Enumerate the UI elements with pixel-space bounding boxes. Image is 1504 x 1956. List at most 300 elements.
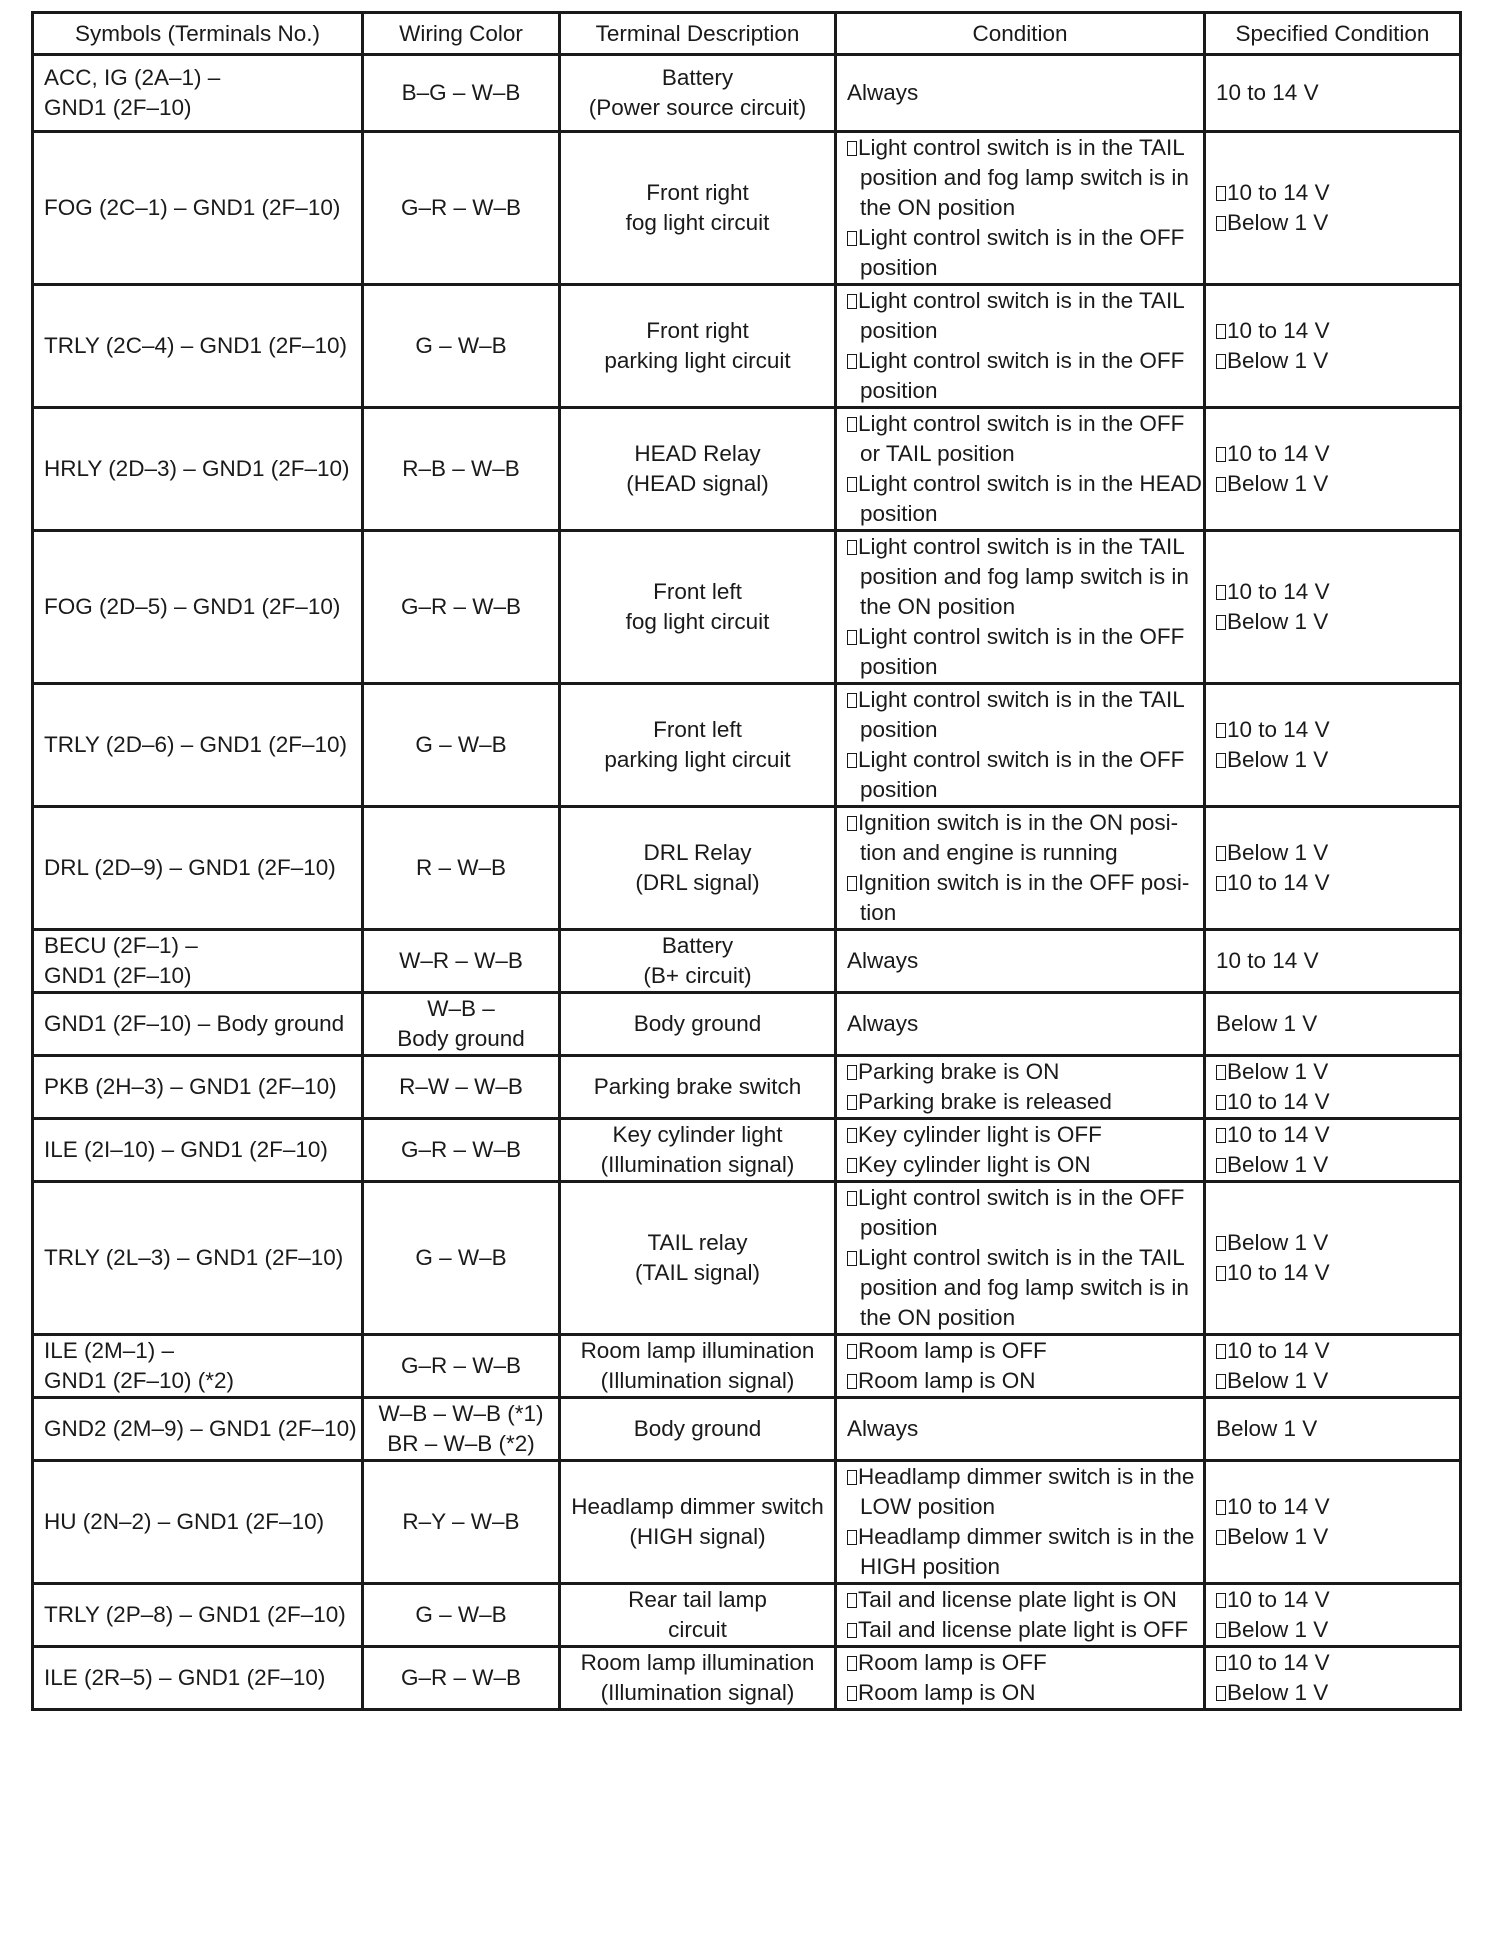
terminal-description-cell [560, 408, 836, 531]
condition-text: Headlamp dimmer switch is in the [858, 1464, 1195, 1489]
wiring-line: W–R – W–B [399, 948, 523, 973]
description-line: (Illumination signal) [600, 1152, 795, 1177]
symbol-cell [33, 807, 363, 930]
specified-item [1216, 208, 1449, 238]
specified-text: Below 1 V [1227, 210, 1329, 235]
description-line: Front left [653, 579, 742, 604]
wiring-color-cell [363, 1647, 560, 1710]
description-line: DRL Relay [643, 840, 752, 865]
checkbox-glyph [1216, 1374, 1226, 1389]
terminal-description-cell [560, 1182, 836, 1335]
condition-text: Key cylinder light is OFF [858, 1122, 1102, 1147]
condition-item [847, 223, 1193, 283]
symbol-cell [33, 285, 363, 408]
checkbox-glyph [847, 630, 857, 645]
specified-condition-cell [1205, 408, 1461, 531]
checkbox-glyph [1216, 1593, 1226, 1608]
checkbox-glyph [1216, 447, 1226, 462]
header-symbols: Symbols (Terminals No.) [33, 13, 363, 55]
symbol-cell [33, 408, 363, 531]
checkbox-glyph [847, 876, 857, 891]
checkbox-glyph [847, 477, 857, 492]
specified-item [1216, 838, 1449, 868]
condition-item [847, 346, 1193, 406]
condition-text: Room lamp is OFF [858, 1338, 1047, 1363]
terminal-description-cell [560, 1119, 836, 1182]
table-row [33, 285, 1461, 408]
header-condition: Condition [836, 13, 1205, 55]
specified-text: Below 1 V [1227, 471, 1329, 496]
symbol-cell [33, 1182, 363, 1335]
specified-text: Below 1 V [1227, 1059, 1329, 1084]
checkbox-glyph [1216, 324, 1226, 339]
description-line: Battery [661, 65, 734, 90]
symbol-line: GND2 (2M–9) – GND1 (2F–10) [44, 1416, 357, 1441]
specified-item [1216, 78, 1449, 108]
specified-item [1216, 577, 1449, 607]
table-body [33, 55, 1461, 1710]
condition-cell [836, 531, 1205, 684]
description-line: (TAIL signal) [634, 1260, 761, 1285]
condition-cell [836, 408, 1205, 531]
wiring-line: G – W–B [415, 333, 507, 358]
header-terminal-description: Terminal Description [560, 13, 836, 55]
table-row [33, 55, 1461, 132]
condition-text: Light control switch is in the OFF [858, 747, 1185, 772]
checkbox-glyph [847, 231, 857, 246]
symbol-cell [33, 1461, 363, 1584]
checkbox-glyph [1216, 723, 1226, 738]
description-line: Battery [661, 933, 734, 958]
specified-text: 10 to 14 V [1227, 318, 1330, 343]
specified-condition-cell [1205, 531, 1461, 684]
specified-item [1216, 1087, 1449, 1117]
specified-item [1216, 946, 1449, 976]
condition-cell [836, 132, 1205, 285]
condition-text: Always [847, 1416, 919, 1441]
wiring-line: R–B – W–B [402, 456, 520, 481]
wiring-color-cell [363, 1584, 560, 1647]
condition-text: position [860, 501, 938, 526]
wiring-line: G–R – W–B [400, 1665, 522, 1690]
wiring-line: R–Y – W–B [402, 1509, 520, 1534]
condition-item [847, 1336, 1193, 1366]
specified-item [1216, 1414, 1449, 1444]
checkbox-glyph [1216, 846, 1226, 861]
checkbox-glyph [1216, 477, 1226, 492]
wiring-line: B–G – W–B [401, 80, 521, 105]
condition-text: position [860, 318, 938, 343]
checkbox-glyph [847, 1095, 857, 1110]
description-line: Room lamp illumination [580, 1650, 815, 1675]
condition-item [847, 1120, 1193, 1150]
condition-cell [836, 684, 1205, 807]
condition-item [847, 1366, 1193, 1396]
checkbox-glyph [847, 1656, 857, 1671]
terminal-description-cell [560, 993, 836, 1056]
condition-item [847, 1462, 1193, 1522]
condition-text: Light control switch is in the TAIL [858, 534, 1185, 559]
condition-text: Always [847, 1011, 919, 1036]
specified-text: Below 1 V [1227, 1680, 1329, 1705]
wiring-color-cell [363, 1119, 560, 1182]
checkbox-glyph [847, 1593, 857, 1608]
condition-text: position and fog lamp switch is in [860, 165, 1189, 190]
description-line: Room lamp illumination [580, 1338, 815, 1363]
condition-cell [836, 807, 1205, 930]
table-row [33, 1647, 1461, 1710]
specified-item [1216, 1585, 1449, 1615]
specified-item [1216, 316, 1449, 346]
wiring-color-cell [363, 132, 560, 285]
condition-text: Ignition switch is in the OFF posi- [858, 870, 1190, 895]
condition-text: Light control switch is in the TAIL [858, 288, 1185, 313]
condition-text: Key cylinder light is ON [858, 1152, 1091, 1177]
symbol-line: ILE (2I–10) – GND1 (2F–10) [44, 1137, 328, 1162]
specified-item [1216, 346, 1449, 376]
condition-text: Light control switch is in the OFF [858, 1185, 1185, 1210]
symbol-cell [33, 1119, 363, 1182]
checkbox-glyph [1216, 1236, 1226, 1251]
symbol-line: PKB (2H–3) – GND1 (2F–10) [44, 1074, 337, 1099]
specified-text: Below 1 V [1216, 1416, 1318, 1441]
wiring-color-cell [363, 531, 560, 684]
condition-text: Light control switch is in the TAIL [858, 1245, 1185, 1270]
checkbox-glyph [847, 1530, 857, 1545]
checkbox-glyph [847, 141, 857, 156]
description-line: (HEAD signal) [626, 471, 769, 496]
table-row [33, 684, 1461, 807]
checkbox-glyph [1216, 1266, 1226, 1281]
condition-cell [836, 1056, 1205, 1119]
symbol-cell [33, 1335, 363, 1398]
checkbox-glyph [1216, 585, 1226, 600]
wiring-color-cell [363, 1056, 560, 1119]
condition-text: the ON position [860, 594, 1016, 619]
condition-text: position [860, 654, 938, 679]
condition-item [847, 1678, 1193, 1708]
specified-condition-cell [1205, 930, 1461, 993]
checkbox-glyph [1216, 1530, 1226, 1545]
checkbox-glyph [847, 693, 857, 708]
condition-text: Light control switch is in the TAIL [858, 135, 1185, 160]
terminal-description-cell [560, 930, 836, 993]
symbol-line: BECU (2F–1) – [44, 933, 198, 958]
condition-text: Room lamp is ON [858, 1680, 1036, 1705]
checkbox-glyph [847, 753, 857, 768]
symbol-cell [33, 993, 363, 1056]
condition-item [847, 1585, 1193, 1615]
condition-item [847, 1183, 1193, 1243]
table-row [33, 1584, 1461, 1647]
condition-item [847, 685, 1193, 745]
condition-text: Always [847, 948, 919, 973]
wiring-line: G–R – W–B [400, 195, 522, 220]
checkbox-glyph [1216, 876, 1226, 891]
wiring-color-cell [363, 993, 560, 1056]
specified-text: 10 to 14 V [1227, 180, 1330, 205]
condition-item [847, 868, 1193, 928]
specified-item [1216, 1009, 1449, 1039]
condition-text: position [860, 717, 938, 742]
wiring-line: W–B – [427, 996, 495, 1021]
condition-item [847, 532, 1193, 622]
condition-cell [836, 1647, 1205, 1710]
terminal-description-cell [560, 1335, 836, 1398]
condition-text: position [860, 378, 938, 403]
checkbox-glyph [1216, 1344, 1226, 1359]
condition-text: Ignition switch is in the ON posi- [858, 810, 1179, 835]
symbol-line: GND1 (2F–10) [44, 95, 192, 120]
specified-item [1216, 1228, 1449, 1258]
checkbox-glyph [847, 1191, 857, 1206]
terminal-description-cell [560, 531, 836, 684]
condition-text: tion and engine is running [860, 840, 1118, 865]
condition-item [847, 409, 1193, 469]
checkbox-glyph [847, 1251, 857, 1266]
condition-item [847, 1087, 1193, 1117]
condition-text: Light control switch is in the OFF [858, 624, 1185, 649]
description-line: Front left [653, 717, 742, 742]
specified-text: Below 1 V [1227, 1368, 1329, 1393]
specified-condition-cell [1205, 1461, 1461, 1584]
specified-text: Below 1 V [1227, 747, 1329, 772]
wiring-color-cell [363, 1398, 560, 1461]
terminal-description-cell [560, 1398, 836, 1461]
description-line: Rear tail lamp [628, 1587, 767, 1612]
specified-item [1216, 745, 1449, 775]
condition-cell [836, 1584, 1205, 1647]
condition-item [847, 946, 1193, 976]
description-line: Front right [646, 318, 749, 343]
description-line: Headlamp dimmer switch [571, 1494, 824, 1519]
checkbox-glyph [1216, 1656, 1226, 1671]
condition-text: position and fog lamp switch is in [860, 564, 1189, 589]
description-line: (HIGH signal) [629, 1524, 766, 1549]
checkbox-glyph [1216, 1065, 1226, 1080]
description-line: TAIL relay [647, 1230, 748, 1255]
condition-cell [836, 1182, 1205, 1335]
description-line: Key cylinder light [612, 1122, 783, 1147]
condition-item [847, 808, 1193, 868]
condition-item [847, 1615, 1193, 1645]
wiring-color-cell [363, 1182, 560, 1335]
wiring-line: G–R – W–B [400, 594, 522, 619]
description-line: (Power source circuit) [588, 95, 807, 120]
table-row [33, 807, 1461, 930]
specified-condition-cell [1205, 1584, 1461, 1647]
header-wiring-color: Wiring Color [363, 13, 560, 55]
terminal-description-cell [560, 55, 836, 132]
specified-condition-cell [1205, 1056, 1461, 1119]
symbol-cell [33, 1056, 363, 1119]
condition-text: position and fog lamp switch is in [860, 1275, 1189, 1300]
specified-item [1216, 1678, 1449, 1708]
wiring-color-cell [363, 930, 560, 993]
checkbox-glyph [847, 1470, 857, 1485]
checkbox-glyph [1216, 1158, 1226, 1173]
specified-item [1216, 1366, 1449, 1396]
terminal-description-cell [560, 132, 836, 285]
description-line: parking light circuit [604, 747, 791, 772]
condition-cell [836, 993, 1205, 1056]
condition-text: position [860, 255, 938, 280]
specified-item [1216, 469, 1449, 499]
specified-text: 10 to 14 V [1227, 717, 1330, 742]
checkbox-glyph [1216, 615, 1226, 630]
condition-text: Headlamp dimmer switch is in the [858, 1524, 1195, 1549]
specified-condition-cell [1205, 807, 1461, 930]
condition-text: Room lamp is ON [858, 1368, 1036, 1393]
table-row [33, 993, 1461, 1056]
condition-text: tion [860, 900, 897, 925]
condition-text: Always [847, 80, 919, 105]
symbol-line: FOG (2C–1) – GND1 (2F–10) [44, 195, 341, 220]
specified-text: 10 to 14 V [1227, 1260, 1330, 1285]
specified-text: 10 to 14 V [1216, 80, 1319, 105]
condition-text: Light control switch is in the HEAD [858, 471, 1202, 496]
condition-cell [836, 1335, 1205, 1398]
condition-item [847, 1414, 1193, 1444]
description-line: fog light circuit [625, 609, 770, 634]
checkbox-glyph [1216, 354, 1226, 369]
wiring-color-cell [363, 408, 560, 531]
condition-text: Light control switch is in the OFF [858, 411, 1185, 436]
wiring-line: G – W–B [415, 1602, 507, 1627]
condition-item [847, 622, 1193, 682]
condition-item [847, 1243, 1193, 1333]
condition-text: Light control switch is in the OFF [858, 348, 1185, 373]
condition-text: Room lamp is OFF [858, 1650, 1047, 1675]
specified-text: 10 to 14 V [1227, 1338, 1330, 1363]
condition-text: Light control switch is in the OFF [858, 225, 1185, 250]
checkbox-glyph [847, 1128, 857, 1143]
condition-cell [836, 1398, 1205, 1461]
symbol-cell [33, 1584, 363, 1647]
specified-text: Below 1 V [1227, 1524, 1329, 1549]
table-row [33, 1119, 1461, 1182]
specified-condition-cell [1205, 285, 1461, 408]
description-line: circuit [668, 1617, 727, 1642]
symbol-line: TRLY (2L–3) – GND1 (2F–10) [44, 1245, 344, 1270]
symbol-line: ACC, IG (2A–1) – [44, 65, 221, 90]
symbol-line: GND1 (2F–10) (*2) [44, 1368, 235, 1393]
checkbox-glyph [1216, 186, 1226, 201]
symbol-cell [33, 1398, 363, 1461]
checkbox-glyph [1216, 1500, 1226, 1515]
symbol-cell [33, 684, 363, 807]
description-line: Parking brake switch [593, 1074, 802, 1099]
condition-text: LOW position [860, 1494, 996, 1519]
table-row [33, 408, 1461, 531]
wiring-color-cell [363, 1335, 560, 1398]
condition-item [847, 133, 1193, 223]
specified-item [1216, 1057, 1449, 1087]
condition-item [847, 1150, 1193, 1180]
specified-text: 10 to 14 V [1227, 1122, 1330, 1147]
checkbox-glyph [1216, 1623, 1226, 1638]
specified-condition-cell [1205, 993, 1461, 1056]
header-specified-condition: Specified Condition [1205, 13, 1461, 55]
condition-text: Parking brake is released [858, 1089, 1112, 1114]
condition-item [847, 469, 1202, 529]
terminal-spec-table [31, 11, 1462, 1711]
symbol-line: TRLY (2D–6) – GND1 (2F–10) [44, 732, 348, 757]
symbol-line: ILE (2R–5) – GND1 (2F–10) [44, 1665, 326, 1690]
wiring-line: BR – W–B (*2) [387, 1431, 535, 1456]
condition-item [847, 1648, 1193, 1678]
checkbox-glyph [847, 1623, 857, 1638]
table-row [33, 1182, 1461, 1335]
symbol-line: HU (2N–2) – GND1 (2F–10) [44, 1509, 325, 1534]
checkbox-glyph [847, 540, 857, 555]
table-row [33, 1335, 1461, 1398]
specified-item [1216, 1258, 1449, 1288]
symbol-line: HRLY (2D–3) – GND1 (2F–10) [44, 456, 350, 481]
symbol-line: FOG (2D–5) – GND1 (2F–10) [44, 594, 341, 619]
table-row [33, 1398, 1461, 1461]
wiring-color-cell [363, 807, 560, 930]
wiring-line: R–W – W–B [399, 1074, 523, 1099]
condition-item [847, 1057, 1193, 1087]
specified-text: 10 to 14 V [1227, 579, 1330, 604]
condition-cell [836, 1119, 1205, 1182]
checkbox-glyph [847, 1158, 857, 1173]
description-line: Body ground [633, 1416, 762, 1441]
symbol-line: DRL (2D–9) – GND1 (2F–10) [44, 855, 336, 880]
checkbox-glyph [1216, 216, 1226, 231]
condition-cell [836, 930, 1205, 993]
symbol-cell [33, 1647, 363, 1710]
wiring-line: G – W–B [415, 732, 507, 757]
condition-text: Parking brake is ON [858, 1059, 1060, 1084]
specified-condition-cell [1205, 684, 1461, 807]
specified-item [1216, 1120, 1449, 1150]
checkbox-glyph [847, 417, 857, 432]
specified-item [1216, 715, 1449, 745]
specified-condition-cell [1205, 1335, 1461, 1398]
wiring-line: Body ground [397, 1026, 525, 1051]
specified-text: 10 to 14 V [1227, 1089, 1330, 1114]
specified-text: Below 1 V [1227, 1617, 1329, 1642]
specified-condition-cell [1205, 1182, 1461, 1335]
checkbox-glyph [847, 294, 857, 309]
specified-text: Below 1 V [1227, 348, 1329, 373]
condition-item [847, 286, 1193, 346]
specified-text: Below 1 V [1227, 1230, 1329, 1255]
table-row [33, 132, 1461, 285]
condition-cell [836, 1461, 1205, 1584]
checkbox-glyph [1216, 753, 1226, 768]
specified-condition-cell [1205, 132, 1461, 285]
condition-text: the ON position [860, 1305, 1016, 1330]
table-row [33, 1461, 1461, 1584]
specified-item [1216, 1150, 1449, 1180]
wiring-line: G–R – W–B [400, 1353, 522, 1378]
terminal-description-cell [560, 285, 836, 408]
table-row [33, 930, 1461, 993]
specified-text: Below 1 V [1227, 1152, 1329, 1177]
terminal-description-cell [560, 1584, 836, 1647]
table-header-row [33, 13, 1461, 55]
wiring-line: G – W–B [415, 1245, 507, 1270]
condition-text: the ON position [860, 195, 1016, 220]
terminal-description-cell [560, 684, 836, 807]
specified-text: 10 to 14 V [1227, 870, 1330, 895]
condition-text: position [860, 1215, 938, 1240]
specified-item [1216, 1648, 1449, 1678]
specified-item [1216, 1615, 1449, 1645]
